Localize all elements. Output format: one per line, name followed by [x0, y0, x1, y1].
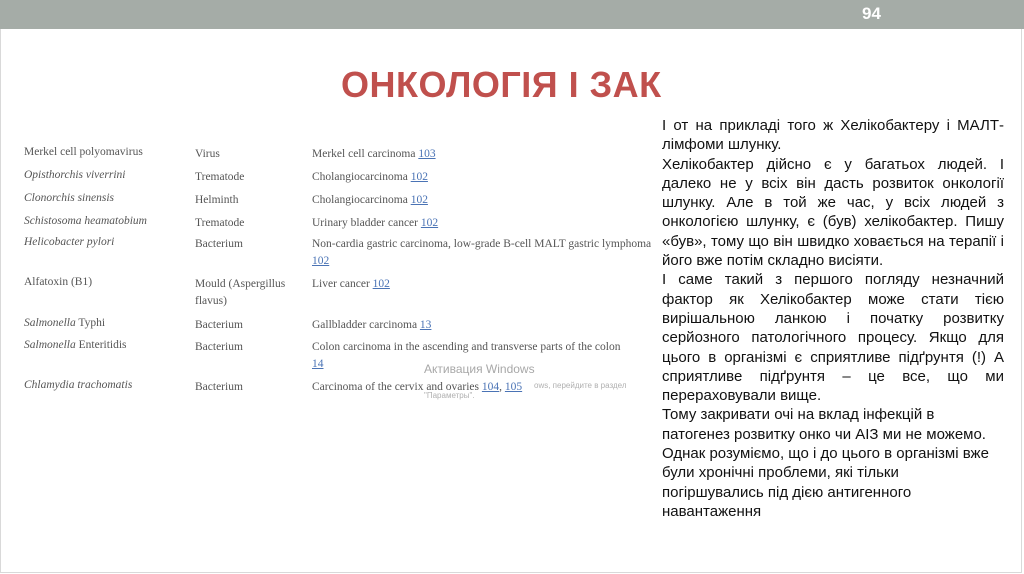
cancer-text: Merkel cell carcinoma — [312, 148, 416, 160]
cancer-text: Cholangiocarcinoma — [312, 171, 408, 183]
reference-link[interactable]: 102 — [410, 171, 428, 183]
type-cell: Bacterium — [195, 381, 243, 393]
cancer-cell — [312, 276, 652, 293]
agent-cell — [24, 317, 189, 329]
watermark-line-2: ows, перейдите в раздел — [534, 381, 627, 390]
type-cell: Mould (Aspergillus flavus) — [195, 278, 286, 307]
paragraph: Тому закривати очі на вклад інфекцій в патогенез розвитку онко чи АІЗ ми не можемо. Однак розуміємо, що і до цього в організмі вже були хронічні проблеми, які тільки погіршувались під дією антигенного навантаження — [662, 406, 989, 520]
cancer-cell — [312, 146, 652, 163]
agent-species: Typhi — [75, 317, 106, 329]
cancer-text: Gallbladder carcinoma — [312, 319, 418, 331]
type-cell: Bacterium — [195, 319, 243, 331]
infection-cancer-table — [20, 140, 652, 410]
cancer-cell — [312, 317, 652, 334]
type-cell: Bacterium — [195, 238, 243, 250]
agent-cell: Chlamydia trachomatis — [24, 379, 133, 391]
reference-link[interactable]: 102 — [410, 194, 428, 206]
body-text — [662, 116, 1004, 521]
cancer-cell — [312, 215, 652, 232]
paragraph: І саме такий з першого погляду незначний фактор як Хелікобактер може стати тією вирішальною ланкою і початку розвитку серйозного патологічного процесу. Якщо для цього в організмі є сприятливе підґрунтя (!) А сприятливе підґрунтя – це все, що ми перераховували вище. — [662, 271, 1004, 405]
agent-cell — [24, 339, 189, 351]
cancer-text: Liver cancer — [312, 278, 370, 290]
paragraph: Хелікобактер дійсно є у багатьох людей. І далеко не у всіх він дасть розвиток онкології шлунку. Але в той же час, у всіх людей з онкологією шлунку, є (був) хелікобактер. Пишу «був», тому що він швидко ховається на терапії і його вже потім складно висіяти. — [662, 155, 1004, 270]
reference-link[interactable]: 102 — [372, 278, 390, 290]
agent-genus: Salmonella — [24, 317, 76, 329]
slide-title: ОНКОЛОГІЯ І ЗАК — [341, 64, 662, 105]
cancer-text: Urinary bladder cancer — [312, 217, 418, 229]
reference-link[interactable]: 14 — [312, 358, 324, 370]
cancer-text: Cholangiocarcinoma — [312, 194, 408, 206]
cancer-text: Non-cardia gastric carcinoma, low-grade B-cell MALT gastric lymphoma — [312, 238, 652, 250]
cancer-cell — [312, 192, 652, 209]
reference-link[interactable]: 102 — [420, 217, 439, 229]
agent-cell: Schistosoma heamatobium — [24, 215, 147, 227]
windows-activation-watermark: Активация Windows — [424, 362, 535, 376]
reference-link[interactable]: 13 — [419, 319, 432, 331]
reference-link[interactable]: 105 — [504, 381, 523, 393]
type-cell: Helminth — [195, 194, 239, 206]
agent-cell: Helicobacter pylori — [24, 236, 115, 248]
type-cell: Virus — [195, 148, 220, 160]
agent-species: Enteritidis — [75, 339, 127, 351]
reference-link[interactable]: 104 — [481, 381, 500, 393]
paragraph: І от на прикладі того ж Хелікобактеру і МАЛТ-лімфоми шлунку. — [662, 117, 1004, 154]
agent-cell: Alfatoxin (B1) — [24, 276, 93, 288]
page-number: 94 — [862, 4, 881, 23]
agent-cell: Opisthorchis viverrini — [24, 169, 126, 181]
type-cell: Trematode — [195, 217, 245, 229]
agent-cell: Clonorchis sinensis — [24, 192, 114, 204]
agent-cell: Merkel cell polyomavirus — [24, 146, 143, 158]
cancer-cell: Carcinoma of the cervix and ovaries 104, 105 — [312, 381, 523, 393]
reference-link[interactable]: 102 — [312, 255, 330, 267]
watermark-line-3: "Параметры". — [424, 391, 475, 400]
reference-link[interactable]: 103 — [418, 148, 436, 160]
cancer-cell — [312, 236, 652, 270]
cancer-text: Carcinoma of the cervix and ovaries — [312, 381, 480, 393]
cancer-text: Colon carcinoma in the ascending and transverse parts of the colon — [312, 341, 621, 353]
cancer-cell — [312, 169, 652, 186]
type-cell: Bacterium — [195, 341, 243, 353]
agent-genus: Salmonella — [24, 339, 76, 351]
type-cell: Trematode — [195, 171, 245, 183]
